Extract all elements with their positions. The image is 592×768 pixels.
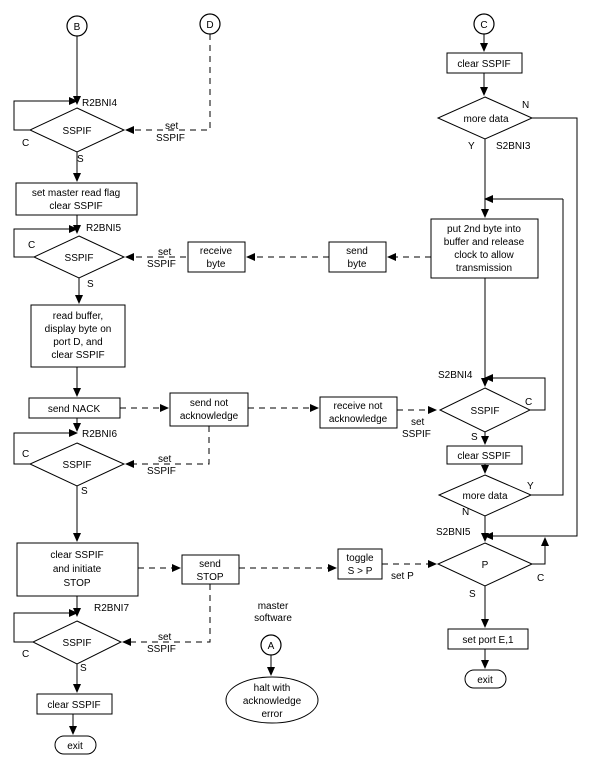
- label-set: set: [411, 417, 425, 428]
- put-2nd-byte-line1: put 2nd byte into: [447, 224, 521, 235]
- label-s: S: [469, 589, 476, 600]
- decision-sspif-right: [440, 388, 533, 432]
- label-s2bni3: S2BNI3: [496, 141, 531, 152]
- label-r2bni6: R2BNI6: [82, 429, 118, 440]
- receive-byte-line2: byte: [206, 259, 226, 270]
- master-software-line2: software: [254, 613, 292, 624]
- connector-d-label: D: [206, 20, 214, 31]
- exit-left-label: exit: [67, 741, 83, 752]
- clear-initiate-stop-line2: and initiate: [52, 564, 102, 575]
- decision-sspif-3-label: SSPIF: [62, 460, 92, 471]
- label-sspif: SSPIF: [402, 429, 431, 440]
- decision-more-data-1: [438, 97, 532, 139]
- label-n: N: [462, 507, 470, 518]
- put-2nd-byte-line4: transmission: [455, 263, 513, 274]
- box-set-port-e: [448, 629, 528, 649]
- decision-sspif-right-label: SSPIF: [470, 406, 500, 417]
- toggle-line1: toggle: [346, 553, 374, 564]
- box-receive-byte: [188, 242, 245, 272]
- label-r2bni4: R2BNI4: [82, 98, 118, 109]
- send-not-ack-line1: send not: [189, 398, 229, 409]
- decision-p-label: P: [481, 560, 489, 571]
- label-c: C: [537, 573, 545, 584]
- send-nack-label: send NACK: [47, 404, 101, 415]
- label-c: C: [22, 649, 30, 660]
- terminal-exit-left: [55, 736, 96, 754]
- connector-c: [474, 14, 494, 34]
- set-port-e-label: set port E,1: [462, 635, 514, 646]
- send-not-ack-line2: acknowledge: [179, 411, 239, 422]
- terminal-halt: [226, 677, 318, 723]
- label-set: set: [158, 454, 172, 465]
- decision-sspif-3: [30, 443, 124, 486]
- label-y: Y: [527, 481, 534, 492]
- decision-more-data-2: [439, 475, 531, 516]
- box-send-not-acknowledge: [170, 393, 248, 426]
- clear-sspif-top-label: clear SSPIF: [457, 59, 511, 70]
- decision-p: [438, 543, 532, 586]
- put-2nd-byte-line3: clock to allow: [454, 250, 514, 261]
- toggle-line2: S > P: [347, 566, 373, 577]
- receive-byte-line1: receive: [199, 246, 233, 257]
- box-receive-not-acknowledge: [320, 397, 397, 428]
- box-send-byte: [329, 242, 386, 272]
- label-s: S: [80, 663, 87, 674]
- label-c: C: [28, 240, 36, 251]
- more-data-2-label: more data: [462, 491, 508, 502]
- box-put-2nd-byte: [431, 219, 538, 278]
- send-stop-line2: STOP: [196, 572, 224, 583]
- box-clear-sspif-left: [37, 694, 112, 714]
- exit-right-label: exit: [477, 675, 493, 686]
- connector-a-label: A: [267, 641, 275, 652]
- decision-sspif-2: [34, 236, 124, 278]
- label-s: S: [87, 279, 94, 290]
- label-sspif: SSPIF: [147, 259, 176, 270]
- halt-line2: acknowledge: [242, 696, 302, 707]
- box-clear-initiate-stop: [17, 543, 138, 596]
- receive-not-ack-line2: acknowledge: [328, 414, 388, 425]
- label-set: set: [158, 247, 172, 258]
- put-2nd-byte-line2: buffer and release: [443, 237, 525, 248]
- connector-c-label: C: [480, 20, 488, 31]
- receive-not-ack-line1: receive not: [333, 401, 383, 412]
- send-stop-line1: send: [199, 559, 221, 570]
- clear-initiate-stop-line1: clear SSPIF: [50, 550, 104, 561]
- read-buffer-line1: read buffer,: [52, 311, 104, 322]
- box-clear-sspif-top: [447, 53, 522, 73]
- decision-sspif-4: [33, 621, 121, 664]
- box-set-master-read-flag: [16, 183, 137, 215]
- master-software-line1: master: [257, 601, 289, 612]
- label-n: N: [522, 100, 530, 111]
- box-toggle: [338, 549, 382, 579]
- label-set: set: [158, 632, 172, 643]
- connector-a: [261, 635, 281, 655]
- terminal-exit-right: [465, 670, 506, 688]
- label-s: S: [77, 154, 84, 165]
- clear-sspif-left-label: clear SSPIF: [47, 700, 101, 711]
- decision-sspif-1-label: SSPIF: [62, 126, 92, 137]
- connector-d: [200, 14, 220, 34]
- label-r2bni5: R2BNI5: [86, 223, 122, 234]
- clear-initiate-stop-line3: STOP: [63, 578, 91, 589]
- label-s2bni5: S2BNI5: [436, 527, 471, 538]
- box-send-nack: [29, 398, 120, 418]
- label-set: set: [165, 121, 179, 132]
- halt-line3: error: [261, 709, 283, 720]
- clear-sspif-mid-label: clear SSPIF: [457, 451, 511, 462]
- label-c: C: [22, 449, 30, 460]
- read-buffer-line3: port D, and: [53, 337, 103, 348]
- send-byte-line1: send: [346, 246, 368, 257]
- label-sspif: SSPIF: [147, 644, 176, 655]
- label-c: C: [22, 138, 30, 149]
- box-clear-sspif-mid: [447, 446, 522, 464]
- set-master-read-flag-line2: clear SSPIF: [49, 201, 103, 212]
- label-set-p: set P: [391, 571, 414, 582]
- decision-sspif-4-label: SSPIF: [62, 638, 92, 649]
- box-send-stop: [182, 555, 239, 584]
- connector-b-label: B: [73, 22, 81, 33]
- more-data-1-label: more data: [463, 114, 509, 125]
- label-sspif: SSPIF: [156, 133, 185, 144]
- read-buffer-line4: clear SSPIF: [51, 350, 105, 361]
- label-s: S: [81, 486, 88, 497]
- connector-b: [67, 16, 87, 36]
- decision-sspif-2-label: SSPIF: [64, 253, 94, 264]
- label-r2bni7: R2BNI7: [94, 603, 130, 614]
- box-read-buffer: [31, 305, 125, 367]
- label-y: Y: [468, 141, 475, 152]
- send-byte-line2: byte: [347, 259, 367, 270]
- set-master-read-flag-line1: set master read flag: [31, 188, 121, 199]
- halt-line1: halt with: [253, 683, 291, 694]
- read-buffer-line2: display byte on: [44, 324, 112, 335]
- label-s2bni4: S2BNI4: [438, 370, 473, 381]
- label-s: S: [471, 432, 478, 443]
- label-c: C: [525, 397, 533, 408]
- label-sspif: SSPIF: [147, 466, 176, 477]
- decision-sspif-1: [30, 108, 124, 152]
